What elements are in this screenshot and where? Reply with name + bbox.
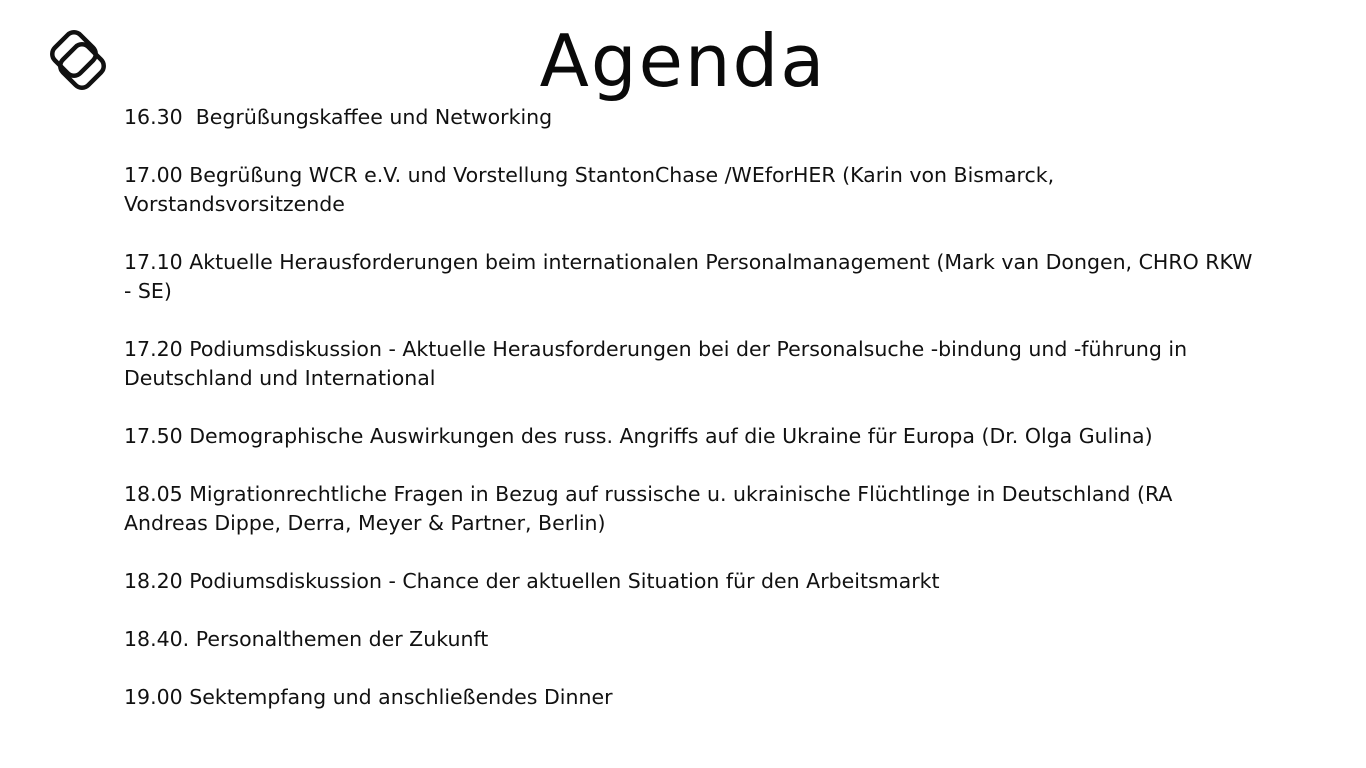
agenda-item-1900: 19.00 Sektempfang und anschließendes Dinner — [124, 685, 613, 709]
agenda-item-1630: 16.30 Begrüßungskaffee und Networking — [124, 105, 553, 129]
agenda-item-1720: 17.20 Podiumsdiskussion - Aktuelle Herausforderungen bei der Personalsuche -bindung und -führung in Deutschland und International — [124, 337, 1194, 390]
agenda-item-1750: 17.50 Demographische Auswirkungen des russ. Angriffs auf die Ukraine für Europa (Dr. Olga Gulina) — [124, 424, 1153, 448]
agenda-item-1820: 18.20 Podiumsdiskussion - Chance der aktuellen Situation für den Arbeitsmarkt — [124, 569, 940, 593]
agenda-item-1700: 17.00 Begrüßung WCR e.V. und Vorstellung StantonChase /WEforHER (Karin von Bismarck, Vorstandsvorsitzende — [124, 163, 1061, 216]
agenda-list — [124, 103, 1259, 741]
agenda-item-1710: 17.10 Aktuelle Herausforderungen beim internationalen Personalmanagement (Mark van Dongen, CHRO RKW - SE) — [124, 250, 1259, 303]
agenda-item-1840: 18.40. Personalthemen der Zukunft — [124, 627, 489, 651]
agenda-item-1805: 18.05 Migrationrechtliche Fragen in Bezug auf russische u. ukrainische Flüchtlinge in Deutschland (RA Andreas Dippe, Derra, Meyer & Partner, Berlin) — [124, 482, 1179, 535]
page-title: Agenda — [539, 19, 827, 103]
